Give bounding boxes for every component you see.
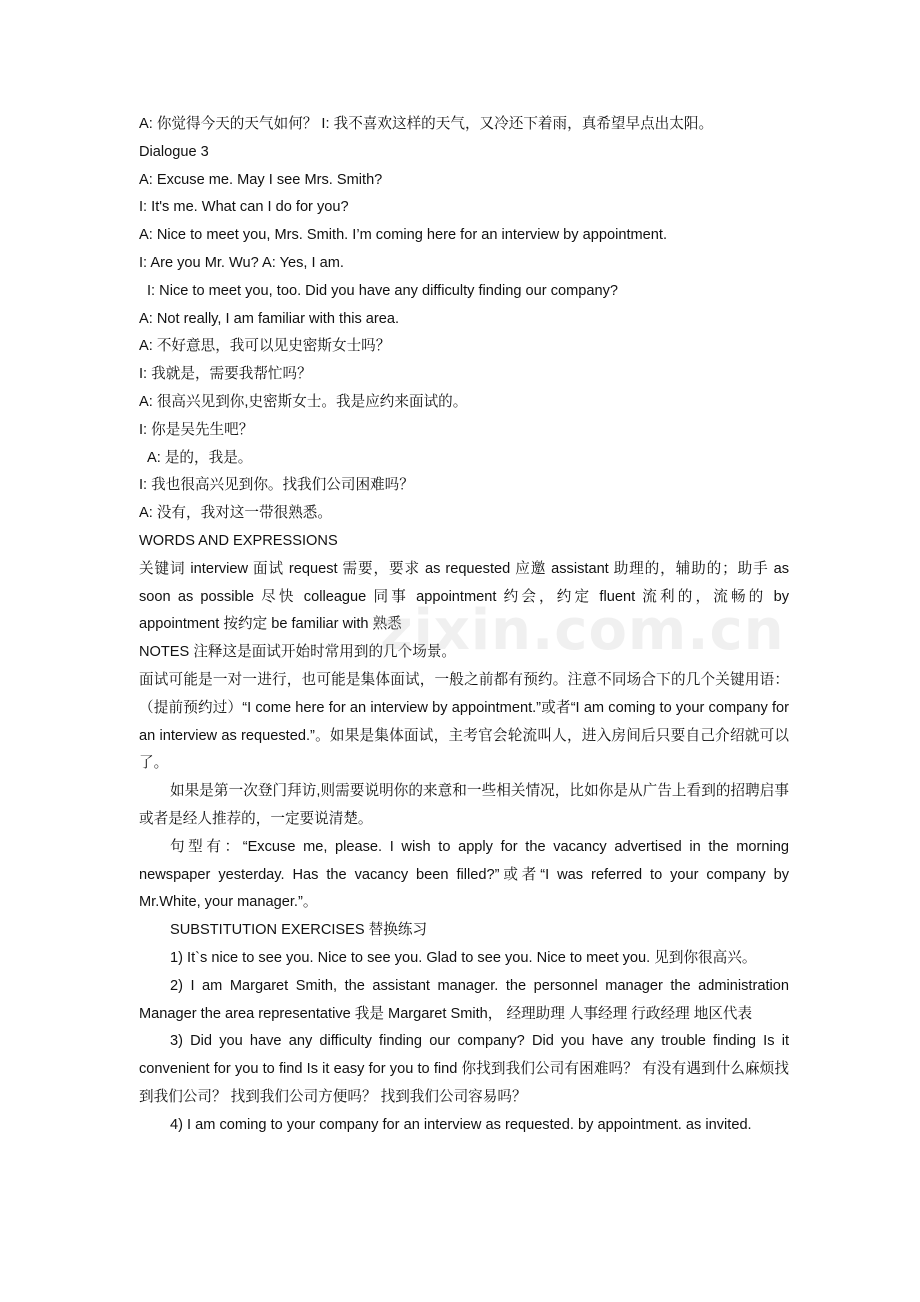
vocab-paragraph: 关键词 interview 面试 request 需要，要求 as requested 应邀 assistant 助理的，辅助的；助手 as soon as possible 尽快 colleague 同事 appointment 约会，约定 fluent 流利的，流畅的 by appointment 按约定 be familiar with 熟悉	[139, 560, 789, 633]
dialogue-line: I: Nice to meet you, too. Did you have any difficulty finding our company?	[147, 282, 619, 299]
patterns-paragraph: 句型有：“Excuse me, please. I wish to apply for the vacancy advertised in the morning newspaper yesterday. Has the vacancy been filled?”或者“I was referred to your company by Mr.White, your manager.”。	[139, 838, 789, 911]
substitution-heading: SUBSTITUTION EXERCISES 替换练习	[170, 922, 428, 939]
dialogue-line: A: 很高兴见到你,史密斯女士。我是应约来面试的。	[139, 393, 468, 410]
exercise-item: 4) I am coming to your company for an interview as requested. by appointment. as invited.	[170, 1116, 752, 1133]
dialogue-line: I: 我也很高兴见到你。找我们公司困难吗？	[139, 477, 414, 494]
watermark: zixin.com.cn	[380, 598, 785, 663]
notes-heading: NOTES 注释这是面试开始时常用到的几个场景。	[139, 644, 457, 661]
dialogue-line: I: Are you Mr. Wu? A: Yes, I am.	[139, 254, 344, 271]
visit-paragraph: 如果是第一次登门拜访,则需要说明你的来意和一些相关情况，比如你是从广告上看到的招聘启事或者是经人推荐的，一定要说清楚。	[139, 783, 789, 827]
dialogue-line: A: 是的，我是。	[147, 449, 253, 466]
dialogue-line: A: 不好意思，我可以见史密斯女士吗？	[139, 338, 391, 355]
dialogue-line: A: Excuse me. May I see Mrs. Smith?	[139, 171, 383, 188]
dialogue-line: A: Nice to meet you, Mrs. Smith. I’m coming here for an interview by appointment.	[139, 227, 668, 244]
dialogue-line: A: 没有，我对这一带很熟悉。	[139, 505, 332, 522]
dialogue-line: A: 你觉得今天的天气如何？ I: 我不喜欢这样的天气，又冷还下着雨，真希望早点出太阳。	[139, 116, 714, 132]
dialogue-line: I: It's me. What can I do for you?	[139, 199, 349, 216]
exercise-item: 1) It`s nice to see you. Nice to see you. Glad to see you. Nice to meet you. 见到你很高兴。	[170, 949, 757, 966]
dialogue-heading: Dialogue 3	[139, 143, 209, 160]
document-page	[139, 111, 789, 1139]
exercise-item: 3) Did you have any difficulty finding our company? Did you have any trouble finding Is it convenient for you to find Is it easy for you to find 你找到我们公司有困难吗？ 有没有遇到什么麻烦找到我们公司？ 找到我们公司方便吗？ 找到我们公司容易吗？	[139, 1033, 789, 1105]
dialogue-line: A: Not really, I am familiar with this area.	[139, 310, 400, 327]
notes-paragraph: 面试可能是一对一进行，也可能是集体面试，一般之前都有预约。注意不同场合下的几个关键用语：（提前预约过）“I come here for an interview by appointment.”或者“I am coming to your company for an interview as requested.”。如果是集体面试，主考官会轮流叫人，进入房间后只要自己介绍就可以了。	[139, 671, 789, 772]
section-heading-words: WORDS AND EXPRESSIONS	[139, 532, 338, 549]
exercise-item: 2) I am Margaret Smith, the assistant manager. the personnel manager the administration Manager the area representative 我是 Margaret Smith， 经理助理 人事经理 行政经理 地区代表	[139, 977, 789, 1022]
dialogue-line: I: 你是吴先生吧？	[139, 421, 254, 438]
dialogue-line: I: 我就是，需要我帮忙吗？	[139, 366, 312, 383]
